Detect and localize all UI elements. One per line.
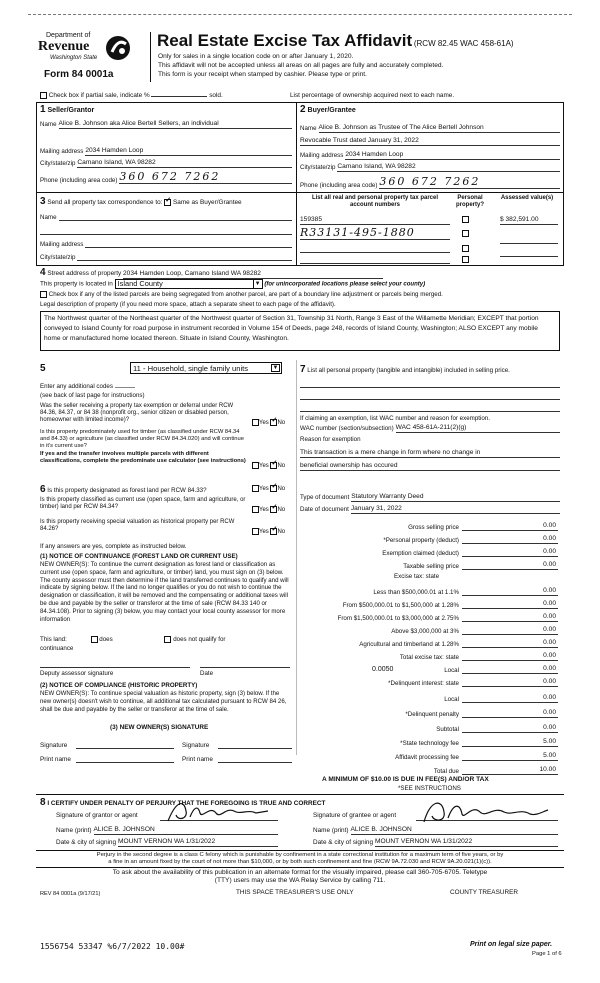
grantee-name-field[interactable]: ALICE B. JOHNSON: [351, 826, 558, 835]
doc-type-row: [300, 493, 560, 502]
calc-tier-4: Above $3,000,000 at 3% 0.00: [391, 626, 556, 635]
grantor-date-row: [56, 838, 278, 847]
calc-total-state: Total excise tax: state 0.00: [399, 652, 556, 661]
q2-yes-checkbox[interactable]: [252, 462, 259, 469]
parcel-2-personal-checkbox[interactable]: [462, 230, 469, 237]
section6-num: 6: [40, 484, 46, 495]
section3-header-line: [36, 192, 296, 193]
form-number: Form 84 0001a: [44, 69, 114, 80]
section8-top-rule: [36, 794, 564, 795]
owner-print-label-1: Print name: [40, 756, 71, 763]
additional-codes-label: Enter any additional codes: [40, 383, 113, 390]
personal-property-line-1[interactable]: [300, 380, 560, 388]
wac-row: [300, 424, 560, 433]
q2-no-label: No: [277, 463, 286, 470]
unincorporated-note: (for unincorporated locations please select your county): [264, 281, 426, 288]
dept-revenue: Revenue: [38, 39, 90, 54]
calc-tier-3-value[interactable]: 0.00: [462, 613, 558, 622]
parcel-3-value[interactable]: [500, 249, 558, 257]
parcel-1-value[interactable]: $ 382,591.00: [500, 216, 558, 225]
q1-no-label: No: [277, 420, 286, 427]
land-does-not-label: does not qualify for: [173, 636, 226, 644]
section3-city-label: City/state/zip: [40, 253, 76, 261]
county-select[interactable]: [115, 279, 263, 289]
perjury-line-1: Perjury in the second degree is a class C felony which is punishable by confinement in a state correctional institution for a maximum term of five years, or by: [96, 852, 504, 858]
section4-street-field[interactable]: 2034 Hamden Loop, Camano Island WA 98282: [123, 270, 383, 279]
owner-sig-line-2[interactable]: [218, 748, 292, 749]
dor-logo-block: [36, 30, 156, 86]
seller-phone-label: Phone (including area code): [40, 176, 118, 184]
s6q3-yes-checkbox[interactable]: [252, 528, 259, 535]
excise-state-heading: Excise tax: state: [394, 573, 440, 580]
buyer-name-field-1[interactable]: Alice B. Johnson as Trustee of The Alice Bertell Johnson: [319, 124, 560, 133]
perjury-line-2: a fine in an amount fixed by the court of not more than $10,000, or by both such confinement and fine (RCW 9A.72.030 and RCW 9A.20.021(1)(c)).: [108, 859, 492, 865]
alt-format-line-2: (TTY) users may use the WA Relay Service by calling 711.: [214, 877, 386, 884]
calc-delinq-state-value[interactable]: 0.00: [462, 678, 558, 687]
q2-no-checkbox[interactable]: [270, 462, 277, 469]
s6q1-no-checkbox[interactable]: [270, 485, 277, 492]
calc-tier-1-value[interactable]: 0.00: [462, 587, 558, 596]
parcels-col1-header: List all real and personal property tax parcel account numbers: [311, 195, 439, 209]
grantor-date-field[interactable]: MOUNT VERNON WA 1/31/2022: [118, 838, 278, 847]
section3-city-field[interactable]: [77, 253, 292, 261]
parcel-4-personal-checkbox[interactable]: [462, 256, 469, 263]
parcel-2-number[interactable]: R33131-495-1880: [300, 226, 450, 240]
seller-phone-row: [40, 170, 292, 184]
section5-q2b: If yes and the transfer involves multiple parcels with different classifications, complete the predominate use calculator (see instructions): [40, 451, 246, 464]
county-treasurer-label: COUNTY TREASURER: [450, 889, 518, 896]
seller-num: 1: [40, 104, 46, 115]
section7-label-row: [300, 364, 560, 376]
doc-date-label: Date of document: [300, 506, 349, 514]
calc-local-value[interactable]: 0.00: [462, 665, 558, 674]
top-dashed-rule: [28, 14, 572, 15]
buyer-mailing-row: [300, 151, 560, 160]
calc-subtotal: Subtotal 0.00: [436, 724, 556, 733]
section5-q2-answer: [252, 462, 285, 470]
calc-affidavit-fee: Affidavit processing fee 5.00: [395, 752, 556, 761]
calc-affidavit-fee-value[interactable]: 5.00: [462, 752, 558, 761]
treasurer-only-label: THIS SPACE TREASURER'S USE ONLY: [236, 889, 354, 896]
segregated-checkbox[interactable]: [40, 291, 47, 298]
section3-label-row: [40, 196, 242, 208]
grantee-name-row: [313, 826, 558, 835]
grantor-signature-icon: [164, 797, 274, 825]
owner-print-label-2: Print name: [182, 756, 213, 763]
land-does-not-checkbox[interactable]: [164, 636, 171, 643]
grantee-date-field[interactable]: MOUNT VERNON WA 1/31/2022: [375, 838, 558, 847]
section3-name-field[interactable]: [59, 213, 292, 221]
ownership-note: List percentage of ownership acquired next to each name.: [290, 92, 455, 99]
partial-sale-checkbox[interactable]: [40, 92, 47, 99]
section5-q1: Was the seller receiving a property tax exemption or deferral under RCW 84.36, 84.37, or 84 38 (nonprofit org., senior citizen or disabled person, homeowner with limited income)?: [40, 403, 234, 424]
seller-phone-field[interactable]: 360 672 7262: [119, 170, 292, 184]
section4-street-label: Street address of property: [47, 270, 122, 277]
see-instructions-note: *SEE INSTRUCTIONS: [398, 785, 461, 792]
buyer-phone-label: Phone (including area code): [300, 181, 378, 189]
section3-city-row: [40, 253, 292, 261]
reason-field-2[interactable]: beneficial ownership has occured: [300, 462, 560, 471]
s6q3-yes-label: Yes: [259, 529, 269, 536]
notice1-body: NEW OWNER(S): To continue the current designation as forest land or classification as current use (open space, farm and agriculture, or timber) land, you must sign on (3) below. The county assessor must then determine if the land transferred continues to qualify and will indicate by signing below. If the land no longer qualifies or you do not wish to continue the designation or classification, it will be removed and the compensating or additional taxes will be due and payable by the seller or transferor at the time of sale (RCW 84.33 140 or 84.34.108). Prior to signing (3) below, you may contact your local county assessor for more information: [40, 561, 289, 623]
section7-num: 7: [300, 364, 306, 375]
alt-format-line-1: To ask about the availability of this publication in an alternate format for the visually impaired, please call 360-705-6705. Teletype: [112, 869, 488, 876]
calc-total-due: Total due 10.00: [433, 766, 556, 775]
seller-mailing-field[interactable]: 2034 Hamden Loop: [85, 147, 292, 156]
parcel-3-number[interactable]: [300, 245, 450, 253]
grantor-date-label: Date & city of signing: [56, 839, 117, 847]
section7-label: List all personal property (tangible and intangible) included in selling price.: [307, 367, 510, 374]
q2-yes-label: Yes: [259, 463, 269, 470]
this-land-label: This land:: [40, 636, 67, 644]
reason-field-1[interactable]: This transaction is a mere change in form where no change in: [300, 449, 560, 458]
s6q3-no-label: No: [277, 529, 286, 536]
section3-mailing-label: Mailing address: [40, 240, 84, 248]
seller-city-row: [40, 159, 292, 168]
dor-logo-icon: [104, 34, 132, 62]
calc-personal-value[interactable]: 0.00: [462, 535, 558, 544]
buyer-heading: [300, 104, 356, 116]
owner-print-line-1[interactable]: [76, 762, 174, 763]
section5-num: 5: [40, 363, 46, 374]
reason-label: Reason for exemption: [300, 436, 361, 443]
section3-name-row: [40, 213, 292, 221]
doc-date-row: [300, 505, 560, 514]
parcels-col2-header: Personal property?: [455, 195, 484, 209]
calc-subtotal-value[interactable]: 0.00: [462, 724, 558, 733]
section6-q1: Is this property designated as forest land per RCW 84.33?: [47, 487, 207, 494]
parcel-3-personal-checkbox[interactable]: [462, 245, 469, 252]
buyer-num: 2: [300, 104, 306, 115]
additional-codes-row: [40, 383, 135, 390]
notice2-title: (2) NOTICE OF COMPLIANCE (HISTORIC PROPERTY): [40, 682, 198, 689]
seller-buyer-divider: [296, 102, 297, 266]
buyer-heading-text: Buyer/Grantee: [307, 107, 356, 114]
section4-street-row: [40, 267, 560, 279]
section7-divider: [296, 360, 297, 755]
buyer-name-field-2[interactable]: Revocable Trust dated January 31, 2022: [300, 137, 560, 146]
continuance-label: continuance: [40, 645, 74, 652]
section3-name-label: Name: [40, 213, 57, 221]
grantor-name-label: Name (print): [56, 827, 92, 835]
same-as-buyer-label: Same as Buyer/Grantee: [173, 199, 242, 206]
calc-taxable: Taxable selling price 0.00: [403, 561, 556, 570]
legal-description-text: The Northwest quarter of the Northeast quarter of the Northwest quarter of Section 31, Township 31 North, Range 3 East of the Willamette Meridian; EXCEPT that portion conveyed to Island County for road purpose in instrument recorded in Volume 154 of Deeds, page 248, records of Island County, Washington; ALSO EXCEPT any mobile home or manufactured home located thereon. Situate in Island County, Washington.: [44, 315, 539, 343]
section4-located-row: [40, 279, 425, 289]
s6q2-no-checkbox[interactable]: [270, 506, 277, 513]
perjury-rule: [36, 850, 564, 851]
grantor-name-field[interactable]: ALICE B. JOHNSON: [94, 826, 278, 835]
grantor-name-row: [56, 826, 278, 835]
section4-num: 4: [40, 267, 46, 278]
form-rcw: (RCW 82.45 WAC 458-61A): [413, 39, 514, 48]
buyer-city-row: [300, 163, 560, 172]
q1-yes-checkbox[interactable]: [252, 419, 259, 426]
instruction-1: Only for sales in a single location code on or after January 1, 2020.: [158, 53, 354, 60]
instruction-3: This form is your receipt when stamped by cashier. Please type or print.: [158, 71, 367, 78]
seller-city-label: City/state/zip: [40, 160, 76, 168]
form-title: [157, 31, 514, 51]
doc-type-field[interactable]: Statutory Warranty Deed: [351, 493, 560, 502]
owner-sig-line-1[interactable]: [76, 748, 174, 749]
s6q2-yes-label: Yes: [259, 507, 269, 514]
q1-yes-label: Yes: [259, 420, 269, 427]
legal-description-box[interactable]: [40, 311, 560, 351]
deputy-sig-line[interactable]: [40, 667, 190, 668]
local-rate: 0.0050: [372, 666, 394, 673]
section5-q1-answer: [252, 419, 285, 427]
calc-tier-2: From $500,000.01 to $1,500,000 at 1.28% 0.00: [342, 600, 556, 609]
additional-codes-note: (see back of last page for instructions): [40, 392, 145, 399]
parcel-2-value[interactable]: [500, 236, 558, 244]
instruction-2: This affidavit will not be accepted unless all areas on all pages are fully and accurately completed.: [158, 62, 444, 69]
section6-q2: Is this property classified as current use (open space, farm and agriculture, or timber) land per RCW 84.34?: [40, 497, 246, 511]
certify-text: I CERTIFY UNDER PENALTY OF PERJURY THAT THE FOREGOING IS TRUE AND CORRECT: [47, 800, 326, 807]
section6-q3: Is this property receiving special valuation as historical property per RCW 84.26?: [40, 519, 235, 533]
notice2-body: NEW OWNER(S): To continue special valuation as historic property, sign (3) below. If the new owner(s) doesn't wish to continue, all additional tax calculated pursuant to RCW 84 26, shall be due and payable by the seller or transferor at the time of sale.: [40, 690, 287, 713]
segregated-row: [40, 291, 443, 299]
calc-tier-1: Less than $500,000.01 at 1.1% 0.00: [373, 587, 556, 596]
parcels-col3-header: Assessed value(s): [500, 195, 554, 201]
section3-num: 3: [40, 196, 46, 207]
doc-date-field[interactable]: January 31, 2022: [351, 505, 560, 514]
calc-tech-fee: *State technology fee 5.00: [400, 738, 556, 747]
s6q1-yes-label: Yes: [259, 486, 269, 493]
seller-mailing-label: Mailing address: [40, 148, 84, 156]
alt-format-rule: [36, 867, 564, 868]
calc-gross: Gross selling price 0.00: [408, 522, 556, 531]
rev-number: REV 84 0001a (9/17/21): [40, 891, 101, 897]
section5-q2a: Is this property predominately used for timber (as classified under RCW 84.34 and 84.33) or agriculture (as classified under RCW 84.34.020) and will continue in it's current use?: [40, 429, 244, 449]
section3-label: Send all property tax correspondence to:: [47, 199, 163, 206]
owner-sig-label-1: Signature: [40, 742, 68, 749]
calc-total-due-value[interactable]: 10.00: [462, 766, 558, 775]
county-select-value: Island County: [117, 279, 163, 288]
section4-located-label: This property is located in: [40, 280, 113, 288]
dept-line1: Department of: [46, 32, 91, 39]
doc-type-label: Type of document: [300, 494, 350, 502]
owner-print-line-2[interactable]: [218, 762, 292, 763]
s6q3-no-checkbox[interactable]: [270, 528, 277, 535]
page-number: Page 1 of 6: [532, 951, 562, 957]
dept-state: Washington State: [50, 55, 98, 61]
grantee-sig-label: Signature of grantee or agent: [313, 812, 397, 819]
seller-heading-text: Seller/Grantor: [47, 107, 95, 114]
s6q2-yes-checkbox[interactable]: [252, 506, 259, 513]
buyer-city-label: City/state/zip: [300, 164, 336, 172]
minimum-due-note: A MINIMUM OF $10.00 IS DUE IN FEE(S) AND/OR TAX: [322, 776, 489, 783]
section6-if-yes: If any answers are yes, complete as instructed below.: [40, 543, 187, 550]
personal-property-line-3[interactable]: [300, 404, 560, 412]
grantee-date-label: Date & city of signing: [313, 839, 374, 847]
land-does-label: does: [99, 636, 113, 644]
legal-description-label: Legal description of property (if you need more space, attach a separate sheet to each page of the affidavit).: [40, 301, 336, 308]
owner-sig-label-2: Signature: [182, 742, 210, 749]
partial-sale-row: [40, 92, 223, 100]
header-divider: [150, 32, 151, 82]
seller-name-field[interactable]: Alice B. Johnson aka Alice Bertell Sellers, an individual: [59, 120, 292, 129]
new-owner-sig-title: (3) NEW OWNER(S) SIGNATURE: [110, 724, 209, 731]
section6-q3-answer: [252, 528, 285, 536]
buyer-phone-row: [300, 175, 560, 189]
calc-tier-2-value[interactable]: 0.00: [462, 600, 558, 609]
calc-tier-3: From $1,500,000.01 to $3,000,000 at 2.75% 0.00: [337, 613, 556, 622]
calc-delinq-penalty: *Delinquent penalty 0.00: [405, 709, 556, 718]
seller-name-row: [40, 120, 292, 129]
s6q2-no-label: No: [277, 507, 286, 514]
grantor-sig-label: Signature of grantor or agent: [56, 812, 138, 819]
land-use-value: 11 - Household, single family units: [133, 364, 249, 373]
grantee-name-label: Name (print): [313, 827, 349, 835]
section3-name-field-2[interactable]: [40, 227, 292, 235]
parcel-1-number[interactable]: 159385: [300, 216, 450, 225]
deputy-date-line[interactable]: [200, 667, 290, 668]
section3-mailing-field[interactable]: [85, 240, 292, 248]
section6-q2-answer: [252, 506, 285, 514]
recording-stamp: 1556754 53347 %6/7/2022 10.00#: [40, 942, 185, 951]
parcels-header-line: [296, 192, 564, 193]
buyer-mailing-field[interactable]: 2034 Hamden Loop: [345, 151, 560, 160]
calc-local: Local 0.00: [444, 665, 556, 674]
this-land-row: [40, 636, 225, 644]
calc-exemption-value[interactable]: 0.00: [462, 548, 558, 557]
wac-label: WAC number (section/subsection): [300, 425, 394, 433]
grantee-date-row: [313, 838, 558, 847]
calc-taxable-value[interactable]: 0.00: [462, 561, 558, 570]
land-use-select[interactable]: [130, 362, 282, 374]
section3-mailing-row: [40, 240, 292, 248]
partial-sold-label: sold.: [209, 92, 223, 100]
calc-delinq-local-value[interactable]: 0.00: [462, 694, 558, 703]
buyer-mailing-label: Mailing address: [300, 152, 344, 160]
wac-field[interactable]: WAC 458-61A-211(2)(g): [396, 424, 560, 433]
partial-sale-label: Check box if partial sale, indicate %: [48, 92, 150, 100]
deputy-sig-label: Deputy assessor signature: [40, 670, 114, 677]
calc-personal: *Personal property (deduct) 0.00: [383, 535, 556, 544]
legal-paper-note: Print on legal size paper.: [470, 941, 553, 948]
calc-delinq-penalty-value[interactable]: 0.00: [462, 709, 558, 718]
section6-q1-answer: [252, 485, 285, 493]
land-use-chevron-icon[interactable]: ▼: [272, 365, 279, 371]
section6-q1-row: [40, 484, 255, 496]
exemption-claim-label: If claiming an exemption, list WAC number and reason for exemption.: [300, 415, 490, 422]
section8-num: 8: [40, 797, 46, 808]
s6q1-yes-checkbox[interactable]: [252, 485, 259, 492]
parcel-4-number[interactable]: [300, 256, 450, 264]
calc-tier-4-value[interactable]: 0.00: [462, 626, 558, 635]
land-does-checkbox[interactable]: [91, 636, 98, 643]
calc-tier-5-value[interactable]: 0.00: [462, 639, 558, 648]
seller-mailing-row: [40, 147, 292, 156]
seller-name-label: Name: [40, 121, 57, 129]
seller-city-field[interactable]: Camano Island, WA 98282: [77, 159, 292, 168]
grantee-signature-icon: [420, 796, 550, 826]
s6q1-no-label: No: [277, 486, 286, 493]
calc-tier-5: Agricultural and timberland at 1.28% 0.00: [359, 639, 556, 648]
chevron-down-icon[interactable]: ▼: [253, 280, 262, 288]
segregated-label: Check box if any of the listed parcels are being segregated from another parcel, are part of a boundary line adjustment or parcels being merged.: [48, 291, 443, 299]
parcel-1-personal-checkbox[interactable]: [462, 216, 469, 223]
calc-gross-value[interactable]: 0.00: [462, 522, 558, 531]
deputy-date-label: Date: [200, 670, 214, 677]
buyer-name-row: [300, 124, 560, 133]
buyer-city-field[interactable]: Camano Island, WA 98282: [337, 163, 560, 172]
calc-delinq-state: *Delinquent interest: state 0.00: [388, 678, 556, 687]
seller-heading: [40, 104, 94, 116]
calc-tech-fee-value[interactable]: 5.00: [462, 738, 558, 747]
buyer-phone-field[interactable]: 360 672 7262: [379, 175, 560, 189]
same-as-buyer-checkbox[interactable]: [164, 199, 171, 206]
q1-no-checkbox[interactable]: [270, 419, 277, 426]
personal-property-line-2[interactable]: [300, 392, 560, 400]
calc-exemption: Exemption claimed (deduct) 0.00: [382, 548, 556, 557]
notice1-title: (1) NOTICE OF CONTINUANCE (FOREST LAND OR CURRENT USE): [40, 553, 238, 560]
form-title-text: Real Estate Excise Tax Affidavit: [157, 31, 413, 50]
buyer-name-label: Name: [300, 125, 317, 133]
calc-total-state-value[interactable]: 0.00: [462, 652, 558, 661]
calc-delinq-local: Local 0.00: [444, 694, 556, 703]
